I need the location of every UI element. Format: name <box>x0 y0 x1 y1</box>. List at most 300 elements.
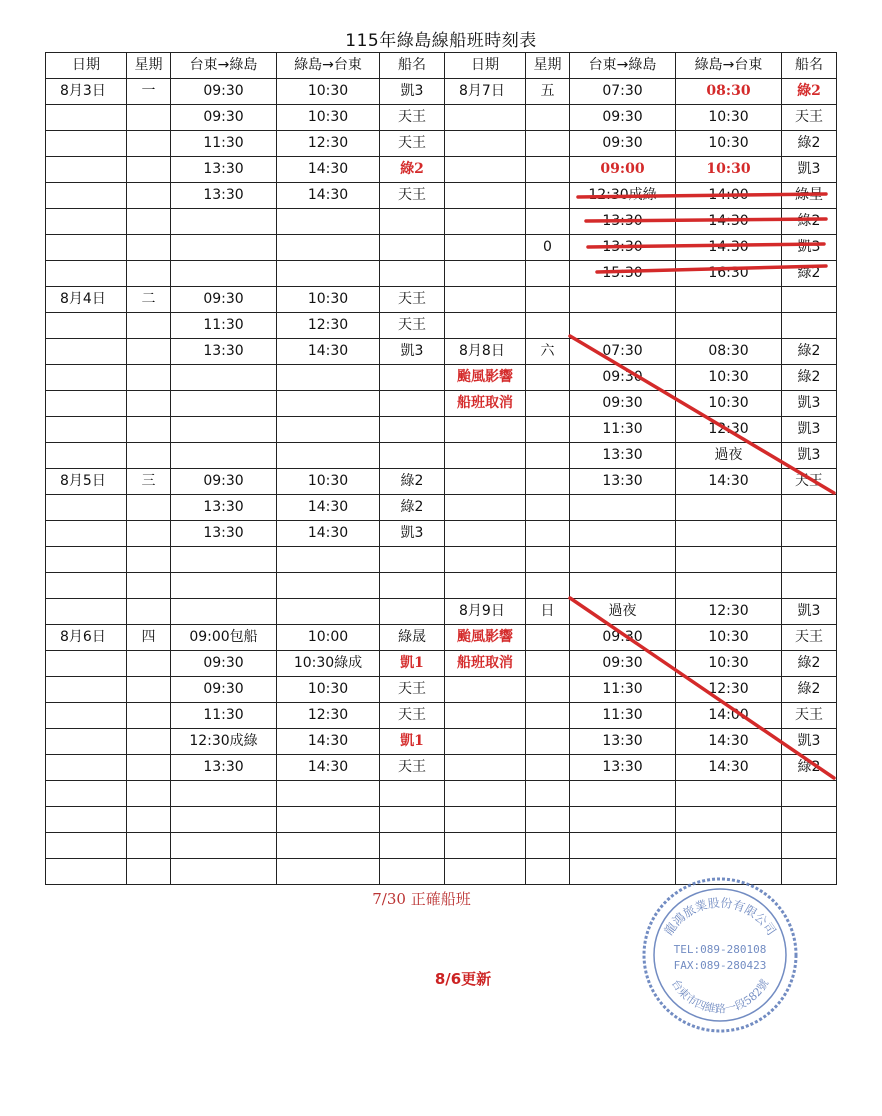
cell-depart-taitung: 11:30 <box>171 131 277 157</box>
cell-weekday <box>127 209 171 235</box>
cell-ship-name: 天王 <box>380 183 445 209</box>
cell-depart-green-island: 12:30 <box>676 417 782 443</box>
cell-depart-taitung: 13:30 <box>171 183 277 209</box>
table-row <box>46 625 837 651</box>
cell-ship-name <box>782 573 837 599</box>
cell-date <box>445 105 526 131</box>
cell-ship-name <box>380 599 445 625</box>
cell-date <box>445 755 526 781</box>
cell-ship-name: 天王 <box>380 755 445 781</box>
cell-depart-taitung <box>171 833 277 859</box>
cell-weekday <box>526 495 570 521</box>
cell-depart-taitung: 09:30 <box>570 105 676 131</box>
cell-depart-green-island <box>277 833 380 859</box>
table-row <box>46 677 837 703</box>
cell-depart-green-island <box>277 781 380 807</box>
cell-date: 8月9日 <box>445 599 526 625</box>
cell-ship-name: 綠星 <box>782 183 837 209</box>
cell-date: 8月6日 <box>46 625 127 651</box>
cell-depart-green-island: 16:30 <box>676 261 782 287</box>
cell-depart-taitung: 09:30 <box>171 677 277 703</box>
cell-depart-green-island: 12:30 <box>676 677 782 703</box>
cell-date <box>445 807 526 833</box>
cell-depart-taitung: 13:30 <box>171 521 277 547</box>
cell-depart-taitung <box>171 417 277 443</box>
table-row <box>46 703 837 729</box>
cell-ship-name <box>782 833 837 859</box>
cell-ship-name <box>380 235 445 261</box>
cell-date: 颱風影響 <box>445 365 526 391</box>
cell-depart-green-island <box>277 417 380 443</box>
cell-depart-green-island: 12:30 <box>277 313 380 339</box>
cell-weekday <box>127 443 171 469</box>
cell-weekday: 二 <box>127 287 171 313</box>
cell-depart-green-island: 14:30 <box>676 209 782 235</box>
header-taitung-to-green-island: 台東→綠島 <box>570 53 676 79</box>
header-weekday: 星期 <box>526 53 570 79</box>
cell-date <box>46 417 127 443</box>
cell-weekday <box>127 183 171 209</box>
cell-weekday <box>127 131 171 157</box>
table-row <box>46 573 837 599</box>
cell-weekday <box>127 365 171 391</box>
cell-depart-green-island <box>277 807 380 833</box>
cell-depart-taitung <box>570 521 676 547</box>
cell-weekday <box>526 651 570 677</box>
cell-depart-taitung <box>570 833 676 859</box>
cell-date <box>445 495 526 521</box>
cell-weekday: 三 <box>127 469 171 495</box>
cell-ship-name: 綠2 <box>782 261 837 287</box>
table-row <box>46 781 837 807</box>
cell-ship-name: 凱3 <box>782 391 837 417</box>
cell-weekday <box>127 339 171 365</box>
cell-depart-green-island: 12:30 <box>277 703 380 729</box>
cell-depart-green-island: 14:30 <box>277 729 380 755</box>
cell-depart-green-island: 14:30 <box>676 755 782 781</box>
header-date: 日期 <box>445 53 526 79</box>
cell-date: 船班取消 <box>445 391 526 417</box>
table-row <box>46 443 837 469</box>
cell-weekday <box>526 183 570 209</box>
cell-ship-name <box>380 833 445 859</box>
cell-weekday: 四 <box>127 625 171 651</box>
cell-ship-name <box>380 807 445 833</box>
header-date: 日期 <box>46 53 127 79</box>
table-row <box>46 287 837 313</box>
cell-date <box>445 521 526 547</box>
cell-date <box>445 547 526 573</box>
cell-date <box>445 573 526 599</box>
cell-depart-taitung <box>570 287 676 313</box>
cell-depart-taitung: 13:30 <box>171 157 277 183</box>
cell-date <box>46 755 127 781</box>
cell-weekday: 六 <box>526 339 570 365</box>
table-row <box>46 391 837 417</box>
cell-ship-name <box>380 209 445 235</box>
cell-depart-green-island <box>277 209 380 235</box>
cell-depart-green-island: 10:30 <box>676 157 782 183</box>
cell-depart-taitung: 13:30 <box>570 209 676 235</box>
cell-date <box>445 157 526 183</box>
cell-weekday <box>526 313 570 339</box>
cell-depart-green-island: 10:30 <box>676 625 782 651</box>
cell-weekday <box>127 313 171 339</box>
cell-depart-green-island <box>277 261 380 287</box>
cell-date <box>445 209 526 235</box>
cell-ship-name <box>782 313 837 339</box>
header-ship-name: 船名 <box>782 53 837 79</box>
cell-weekday <box>526 703 570 729</box>
cell-depart-green-island <box>277 391 380 417</box>
cell-ship-name: 綠2 <box>380 495 445 521</box>
cell-ship-name: 天王 <box>782 703 837 729</box>
cell-ship-name <box>782 807 837 833</box>
cell-depart-taitung: 12:30成綠 <box>171 729 277 755</box>
cell-weekday <box>127 391 171 417</box>
cell-ship-name <box>380 859 445 885</box>
table-row <box>46 313 837 339</box>
cell-depart-green-island: 10:30 <box>676 391 782 417</box>
cell-depart-green-island <box>676 313 782 339</box>
cell-date <box>46 209 127 235</box>
cell-ship-name: 凱3 <box>782 443 837 469</box>
cell-depart-taitung <box>171 807 277 833</box>
cell-depart-green-island <box>676 573 782 599</box>
cell-date: 8月8日 <box>445 339 526 365</box>
cell-depart-taitung: 09:00 <box>570 157 676 183</box>
cell-date <box>445 417 526 443</box>
cell-depart-taitung: 13:30 <box>171 495 277 521</box>
update-note: 8/6更新 <box>434 970 492 988</box>
stamp-company-name: 龍鴻旅業股份有限公司 <box>661 895 779 938</box>
cell-ship-name: 天王 <box>782 105 837 131</box>
cell-weekday <box>127 521 171 547</box>
cell-weekday <box>127 235 171 261</box>
cell-depart-taitung <box>570 781 676 807</box>
cell-weekday <box>526 729 570 755</box>
cell-ship-name: 天王 <box>380 703 445 729</box>
cell-depart-taitung: 09:30 <box>171 105 277 131</box>
cell-depart-taitung <box>171 235 277 261</box>
cell-date <box>46 547 127 573</box>
cell-depart-taitung: 11:30 <box>570 703 676 729</box>
table-row <box>46 807 837 833</box>
cell-depart-taitung: 13:30 <box>570 443 676 469</box>
table-row <box>46 417 837 443</box>
cell-depart-green-island: 10:30 <box>676 651 782 677</box>
table-row <box>46 599 837 625</box>
cell-depart-taitung: 09:30 <box>171 651 277 677</box>
cell-date <box>445 703 526 729</box>
correct-schedule-note: 7/30 正確船班 <box>372 890 471 908</box>
cell-ship-name <box>782 521 837 547</box>
cell-depart-green-island: 過夜 <box>676 443 782 469</box>
cell-date <box>445 469 526 495</box>
cell-ship-name: 綠2 <box>782 131 837 157</box>
cell-depart-taitung: 09:30 <box>570 651 676 677</box>
cell-depart-green-island <box>277 235 380 261</box>
cell-depart-green-island: 14:30 <box>676 235 782 261</box>
cell-date <box>445 287 526 313</box>
table-row <box>46 79 837 105</box>
cell-ship-name: 凱3 <box>380 339 445 365</box>
cell-weekday <box>526 573 570 599</box>
cell-date <box>445 235 526 261</box>
cell-weekday <box>526 287 570 313</box>
cell-depart-green-island <box>277 547 380 573</box>
cell-depart-taitung: 13:30 <box>570 235 676 261</box>
cell-date <box>445 131 526 157</box>
cell-depart-green-island: 10:30 <box>676 105 782 131</box>
cell-weekday <box>127 417 171 443</box>
table-row <box>46 209 837 235</box>
cell-ship-name: 綠2 <box>380 469 445 495</box>
cell-depart-taitung <box>171 365 277 391</box>
cell-ship-name: 凱3 <box>782 157 837 183</box>
cell-weekday <box>526 469 570 495</box>
header-ship-name: 船名 <box>380 53 445 79</box>
cell-depart-taitung: 07:30 <box>570 339 676 365</box>
header-weekday: 星期 <box>127 53 171 79</box>
cell-ship-name: 綠2 <box>782 209 837 235</box>
cell-depart-green-island <box>277 599 380 625</box>
cell-depart-green-island: 14:30 <box>676 729 782 755</box>
cell-ship-name <box>380 781 445 807</box>
cell-date: 8月7日 <box>445 79 526 105</box>
cell-weekday <box>127 599 171 625</box>
cell-date <box>445 261 526 287</box>
cell-depart-taitung: 11:30 <box>171 703 277 729</box>
cell-ship-name <box>380 573 445 599</box>
cell-depart-green-island: 12:30 <box>676 599 782 625</box>
cell-ship-name: 天王 <box>380 131 445 157</box>
cell-depart-green-island <box>676 807 782 833</box>
cell-depart-taitung <box>171 859 277 885</box>
cell-depart-green-island <box>277 859 380 885</box>
table-row <box>46 651 837 677</box>
cell-ship-name: 凱3 <box>782 729 837 755</box>
cell-weekday <box>526 807 570 833</box>
cell-depart-green-island: 14:30 <box>277 339 380 365</box>
cell-ship-name: 天王 <box>380 313 445 339</box>
table-row <box>46 729 837 755</box>
cell-date <box>445 859 526 885</box>
cell-date <box>46 261 127 287</box>
cell-weekday <box>127 495 171 521</box>
table-row <box>46 131 837 157</box>
cell-weekday <box>526 547 570 573</box>
cell-date <box>46 703 127 729</box>
cell-date <box>46 131 127 157</box>
cell-depart-taitung <box>171 573 277 599</box>
cell-depart-green-island: 10:30 <box>277 79 380 105</box>
cell-date: 颱風影響 <box>445 625 526 651</box>
cell-weekday <box>526 781 570 807</box>
cell-date <box>46 339 127 365</box>
cell-weekday <box>526 859 570 885</box>
cell-depart-taitung: 09:30 <box>171 469 277 495</box>
cell-weekday <box>127 807 171 833</box>
cell-date <box>46 183 127 209</box>
cell-depart-taitung: 13:30 <box>570 729 676 755</box>
cell-depart-green-island <box>277 573 380 599</box>
cell-depart-taitung: 09:00包船 <box>171 625 277 651</box>
page-title: 115年綠島線船班時刻表 <box>345 31 537 51</box>
cell-weekday <box>127 859 171 885</box>
cell-depart-green-island <box>676 521 782 547</box>
cell-depart-green-island: 10:30 <box>676 131 782 157</box>
cell-depart-green-island: 10:00 <box>277 625 380 651</box>
cell-weekday <box>127 781 171 807</box>
cell-ship-name <box>380 391 445 417</box>
header-green-island-to-taitung: 綠島→台東 <box>277 53 380 79</box>
cell-depart-taitung: 15:30 <box>570 261 676 287</box>
cell-date <box>46 573 127 599</box>
cell-ship-name <box>380 261 445 287</box>
cell-depart-green-island: 12:30 <box>277 131 380 157</box>
cell-ship-name <box>782 859 837 885</box>
cell-depart-taitung: 09:30 <box>570 391 676 417</box>
cell-depart-green-island: 10:30 <box>277 677 380 703</box>
cell-depart-taitung <box>171 547 277 573</box>
cell-weekday <box>526 209 570 235</box>
cell-depart-taitung: 13:30 <box>171 755 277 781</box>
cell-date <box>46 365 127 391</box>
cell-depart-taitung: 12:30成綠 <box>570 183 676 209</box>
header-row <box>46 53 837 79</box>
table-row <box>46 365 837 391</box>
cell-weekday <box>127 833 171 859</box>
cell-weekday <box>526 521 570 547</box>
table-row <box>46 157 837 183</box>
cell-date <box>46 443 127 469</box>
cell-depart-green-island: 08:30 <box>676 339 782 365</box>
cell-ship-name: 天王 <box>380 677 445 703</box>
cell-ship-name: 綠2 <box>380 157 445 183</box>
cell-depart-taitung <box>570 573 676 599</box>
cell-depart-taitung <box>570 547 676 573</box>
cell-date <box>445 677 526 703</box>
table-row <box>46 339 837 365</box>
cell-date <box>46 781 127 807</box>
cell-ship-name <box>782 287 837 313</box>
cell-date <box>46 833 127 859</box>
cell-depart-green-island: 14:00 <box>676 183 782 209</box>
cell-depart-taitung <box>570 859 676 885</box>
cell-ship-name: 凱3 <box>782 417 837 443</box>
cell-depart-taitung: 07:30 <box>570 79 676 105</box>
cell-ship-name <box>782 495 837 521</box>
cell-depart-green-island: 10:30 <box>277 105 380 131</box>
cell-date <box>445 313 526 339</box>
cell-date <box>46 807 127 833</box>
cell-depart-taitung <box>171 781 277 807</box>
cell-weekday <box>526 755 570 781</box>
cell-weekday <box>526 833 570 859</box>
cell-depart-taitung: 11:30 <box>171 313 277 339</box>
cell-weekday <box>127 261 171 287</box>
cell-depart-green-island: 14:30 <box>277 755 380 781</box>
cell-ship-name: 天王 <box>782 469 837 495</box>
cell-weekday <box>127 703 171 729</box>
cell-date <box>445 183 526 209</box>
cell-depart-green-island <box>676 859 782 885</box>
table-row <box>46 547 837 573</box>
cell-ship-name <box>380 443 445 469</box>
cell-ship-name: 綠2 <box>782 651 837 677</box>
cell-date <box>46 235 127 261</box>
cell-depart-taitung: 過夜 <box>570 599 676 625</box>
table-row <box>46 235 837 261</box>
cell-depart-taitung <box>570 495 676 521</box>
cell-depart-green-island <box>676 833 782 859</box>
cell-depart-taitung <box>570 807 676 833</box>
cell-depart-taitung: 09:30 <box>171 287 277 313</box>
cell-weekday <box>526 157 570 183</box>
cell-weekday: 0 <box>526 235 570 261</box>
cell-weekday <box>127 729 171 755</box>
cell-depart-green-island <box>277 365 380 391</box>
cell-date <box>445 443 526 469</box>
cell-weekday <box>526 625 570 651</box>
cell-ship-name: 綠2 <box>782 677 837 703</box>
cell-date <box>445 833 526 859</box>
cell-depart-green-island: 14:00 <box>676 703 782 729</box>
cell-weekday <box>526 105 570 131</box>
cell-date <box>46 599 127 625</box>
cell-depart-green-island: 14:30 <box>676 469 782 495</box>
schedule-table <box>45 52 837 885</box>
cell-depart-green-island <box>676 781 782 807</box>
cell-depart-green-island <box>676 495 782 521</box>
cell-date: 8月3日 <box>46 79 127 105</box>
cell-ship-name: 凱3 <box>380 79 445 105</box>
cell-date <box>46 391 127 417</box>
cell-depart-taitung: 11:30 <box>570 417 676 443</box>
cell-depart-taitung: 13:30 <box>570 755 676 781</box>
cell-depart-taitung: 09:30 <box>570 625 676 651</box>
cell-weekday <box>127 547 171 573</box>
cell-ship-name: 天王 <box>782 625 837 651</box>
cell-ship-name: 天王 <box>380 105 445 131</box>
cell-date <box>46 677 127 703</box>
table-row <box>46 521 837 547</box>
cell-depart-green-island <box>277 443 380 469</box>
cell-weekday <box>526 443 570 469</box>
cell-ship-name: 綠2 <box>782 365 837 391</box>
cell-weekday <box>127 755 171 781</box>
cell-depart-taitung <box>171 261 277 287</box>
cell-date <box>46 157 127 183</box>
cell-ship-name: 綠2 <box>782 79 837 105</box>
cell-date <box>46 521 127 547</box>
table-row <box>46 495 837 521</box>
cell-weekday <box>526 391 570 417</box>
cell-depart-taitung <box>171 599 277 625</box>
cell-ship-name: 凱3 <box>782 599 837 625</box>
table-row <box>46 755 837 781</box>
cell-weekday: 一 <box>127 79 171 105</box>
cell-depart-taitung <box>171 391 277 417</box>
cell-date <box>445 781 526 807</box>
cell-depart-green-island: 10:30綠成 <box>277 651 380 677</box>
cell-depart-taitung: 09:30 <box>570 131 676 157</box>
cell-date <box>46 859 127 885</box>
cell-depart-taitung <box>570 313 676 339</box>
table-row <box>46 105 837 131</box>
cell-weekday <box>127 573 171 599</box>
